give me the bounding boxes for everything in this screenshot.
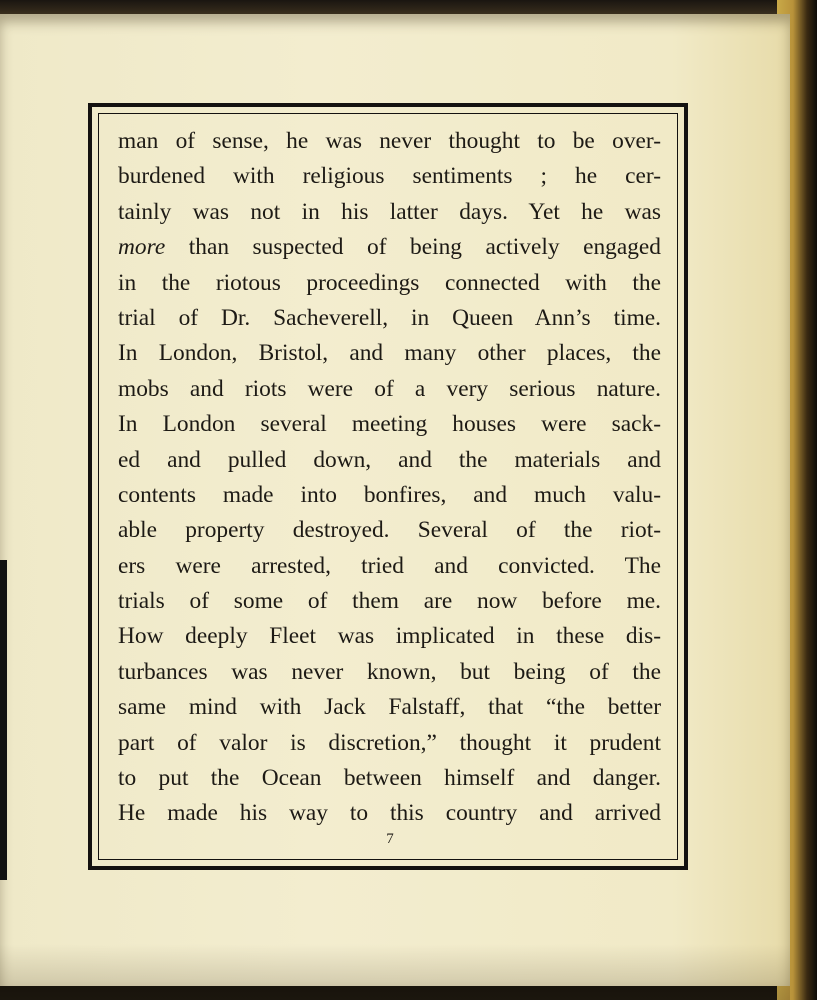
facing-page-edge <box>0 560 7 880</box>
text-line: contents made into bonfires, and much valu- <box>118 481 661 508</box>
text-line: tainly was not in his latter days. Yet he was <box>118 198 661 225</box>
text-line: trial of Dr. Sacheverell, in Queen Ann’s time. <box>118 304 661 331</box>
text-line: in the riotous proceedings connected with the <box>118 269 661 296</box>
page-shadow <box>0 944 790 1000</box>
text-line: man of sense, he was never thought to be over- <box>118 128 661 154</box>
text-line: part of valor is discretion,” thought it prudent <box>118 729 661 756</box>
text-line-rest: than suspected of being actively engaged <box>165 234 661 261</box>
text-line: How deeply Fleet was implicated in these dis- <box>118 623 661 650</box>
text-line <box>118 230 661 265</box>
page-body-text <box>118 124 661 832</box>
text-line: mobs and riots were of a very serious nature. <box>118 375 661 402</box>
text-line: In London, Bristol, and many other places, the <box>118 340 661 367</box>
text-line: He made his way to this country and arrived <box>118 800 661 827</box>
text-line: ed and pulled down, and the materials and <box>118 446 661 473</box>
text-line: turbances was never known, but being of the <box>118 658 661 685</box>
text-line: ers were arrested, tried and convicted. The <box>118 552 661 579</box>
text-line: In London several meeting houses were sack- <box>118 411 661 438</box>
text-line: to put the Ocean between himself and danger. <box>118 765 661 792</box>
text-line: trials of some of them are now before me. <box>118 588 661 615</box>
italic-emphasis: more <box>118 234 166 261</box>
text-line: same mind with Jack Falstaff, that “the better <box>118 694 661 721</box>
text-line: able property destroyed. Several of the riot- <box>118 517 661 544</box>
text-line: burdened with religious sentiments ; he cer- <box>118 163 661 190</box>
page-number: 7 <box>386 831 394 847</box>
